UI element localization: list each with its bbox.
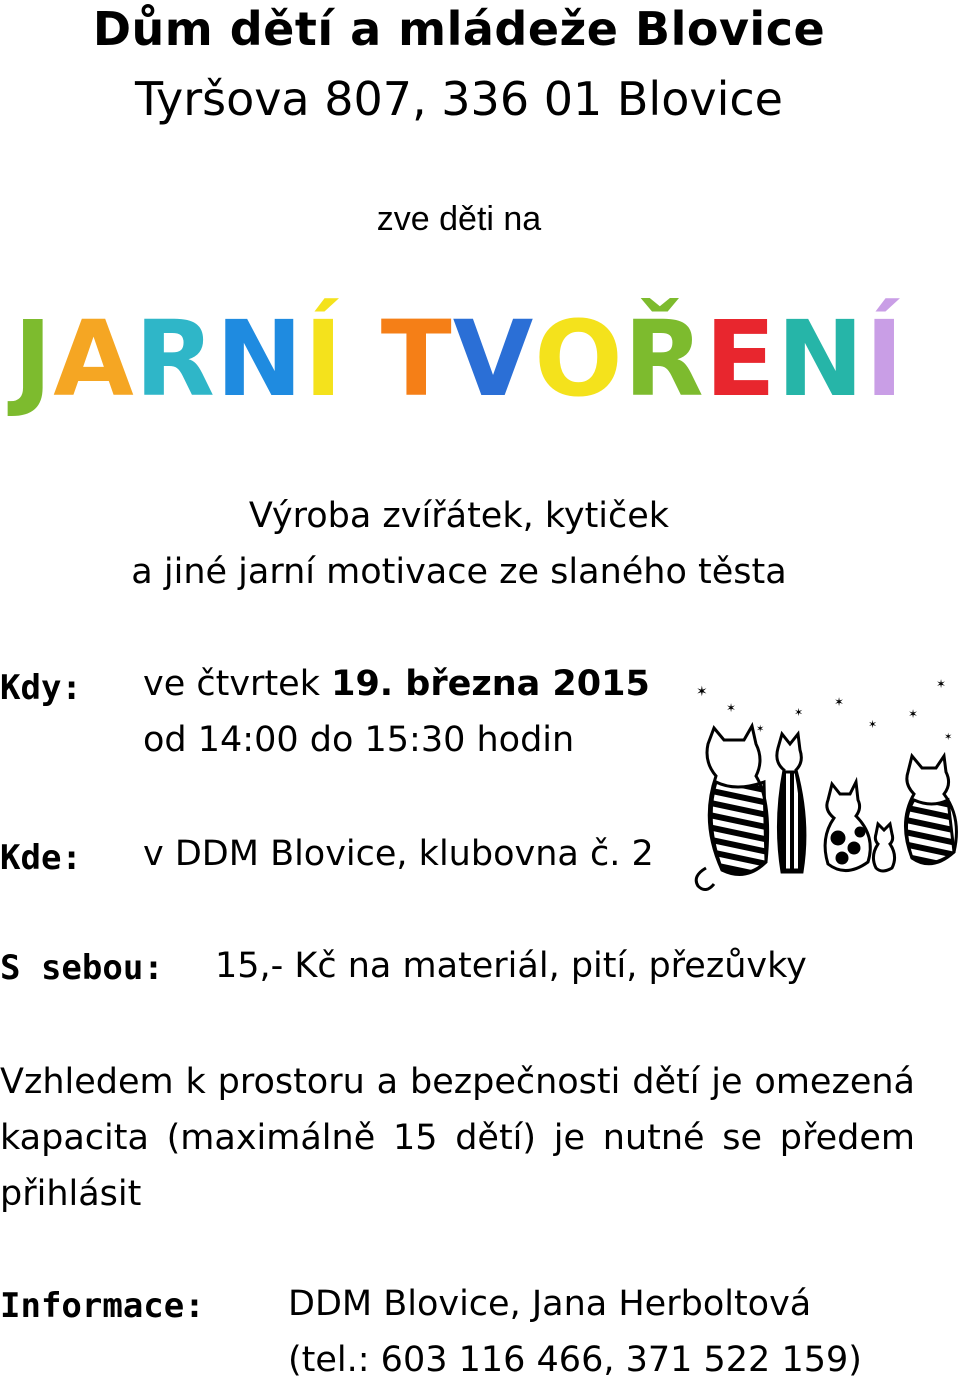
title-letter: O [534, 298, 624, 420]
title-letter [344, 298, 381, 420]
when-date [143, 664, 650, 704]
svg-text:✶: ✶ [696, 684, 708, 700]
when-prefix: ve čtvrtek [143, 664, 332, 704]
title-letter: N [776, 298, 865, 420]
title-letter: Í [303, 298, 344, 420]
svg-text:✶: ✶ [756, 724, 765, 735]
title-letter: A [53, 298, 135, 420]
organization-name: Dům dětí a mládeže Blovice [92, 2, 826, 56]
organization-address: Tyršova 807, 336 01 Blovice [135, 72, 783, 126]
svg-text:✶: ✶ [944, 732, 953, 743]
when-date-bold: 19. března 2015 [331, 664, 650, 704]
invitation-text: zve děti na [376, 200, 542, 238]
svg-text:✶: ✶ [794, 706, 804, 719]
where-value: v DDM Blovice, klubovna č. 2 [143, 834, 654, 874]
info-label: Informace: [0, 1286, 205, 1326]
title-letter: Í [864, 298, 905, 420]
svg-text:✶: ✶ [834, 695, 845, 709]
bring-label: S sebou: [0, 948, 164, 988]
cats-illustration [686, 672, 960, 912]
description-line-1: Výroba zvířátek, kytiček [248, 496, 670, 536]
title-letter: N [215, 298, 304, 420]
bring-value: 15,- Kč na materiál, pití, přezůvky [215, 946, 807, 986]
title-letter: Ř [623, 298, 705, 420]
title-letter: V [452, 298, 535, 420]
where-label: Kde: [0, 838, 82, 878]
description-line-2: a jiné jarní motivace ze slaného těsta [131, 552, 787, 592]
when-time: od 14:00 do 15:30 hodin [143, 720, 575, 760]
svg-text:✶: ✶ [936, 677, 947, 691]
title-letter: J [13, 298, 54, 420]
notice-paragraph: Vzhledem k prostoru a bezpečnosti dětí je omezená kapacita (maximálně 15 dětí) je nutné se předem přihlásit [0, 1062, 915, 1214]
title-letter: T [380, 298, 453, 420]
event-title [0, 298, 918, 420]
info-line-1: DDM Blovice, Jana Herboltová [288, 1284, 812, 1324]
svg-text:✶: ✶ [726, 701, 737, 715]
info-line-2: (tel.: 603 116 466, 371 522 159) [288, 1340, 862, 1380]
title-letter: E [704, 298, 777, 420]
when-label: Kdy: [0, 668, 82, 708]
svg-text:✶: ✶ [908, 707, 919, 721]
svg-text:✶: ✶ [868, 718, 878, 731]
title-letter: R [134, 298, 216, 420]
